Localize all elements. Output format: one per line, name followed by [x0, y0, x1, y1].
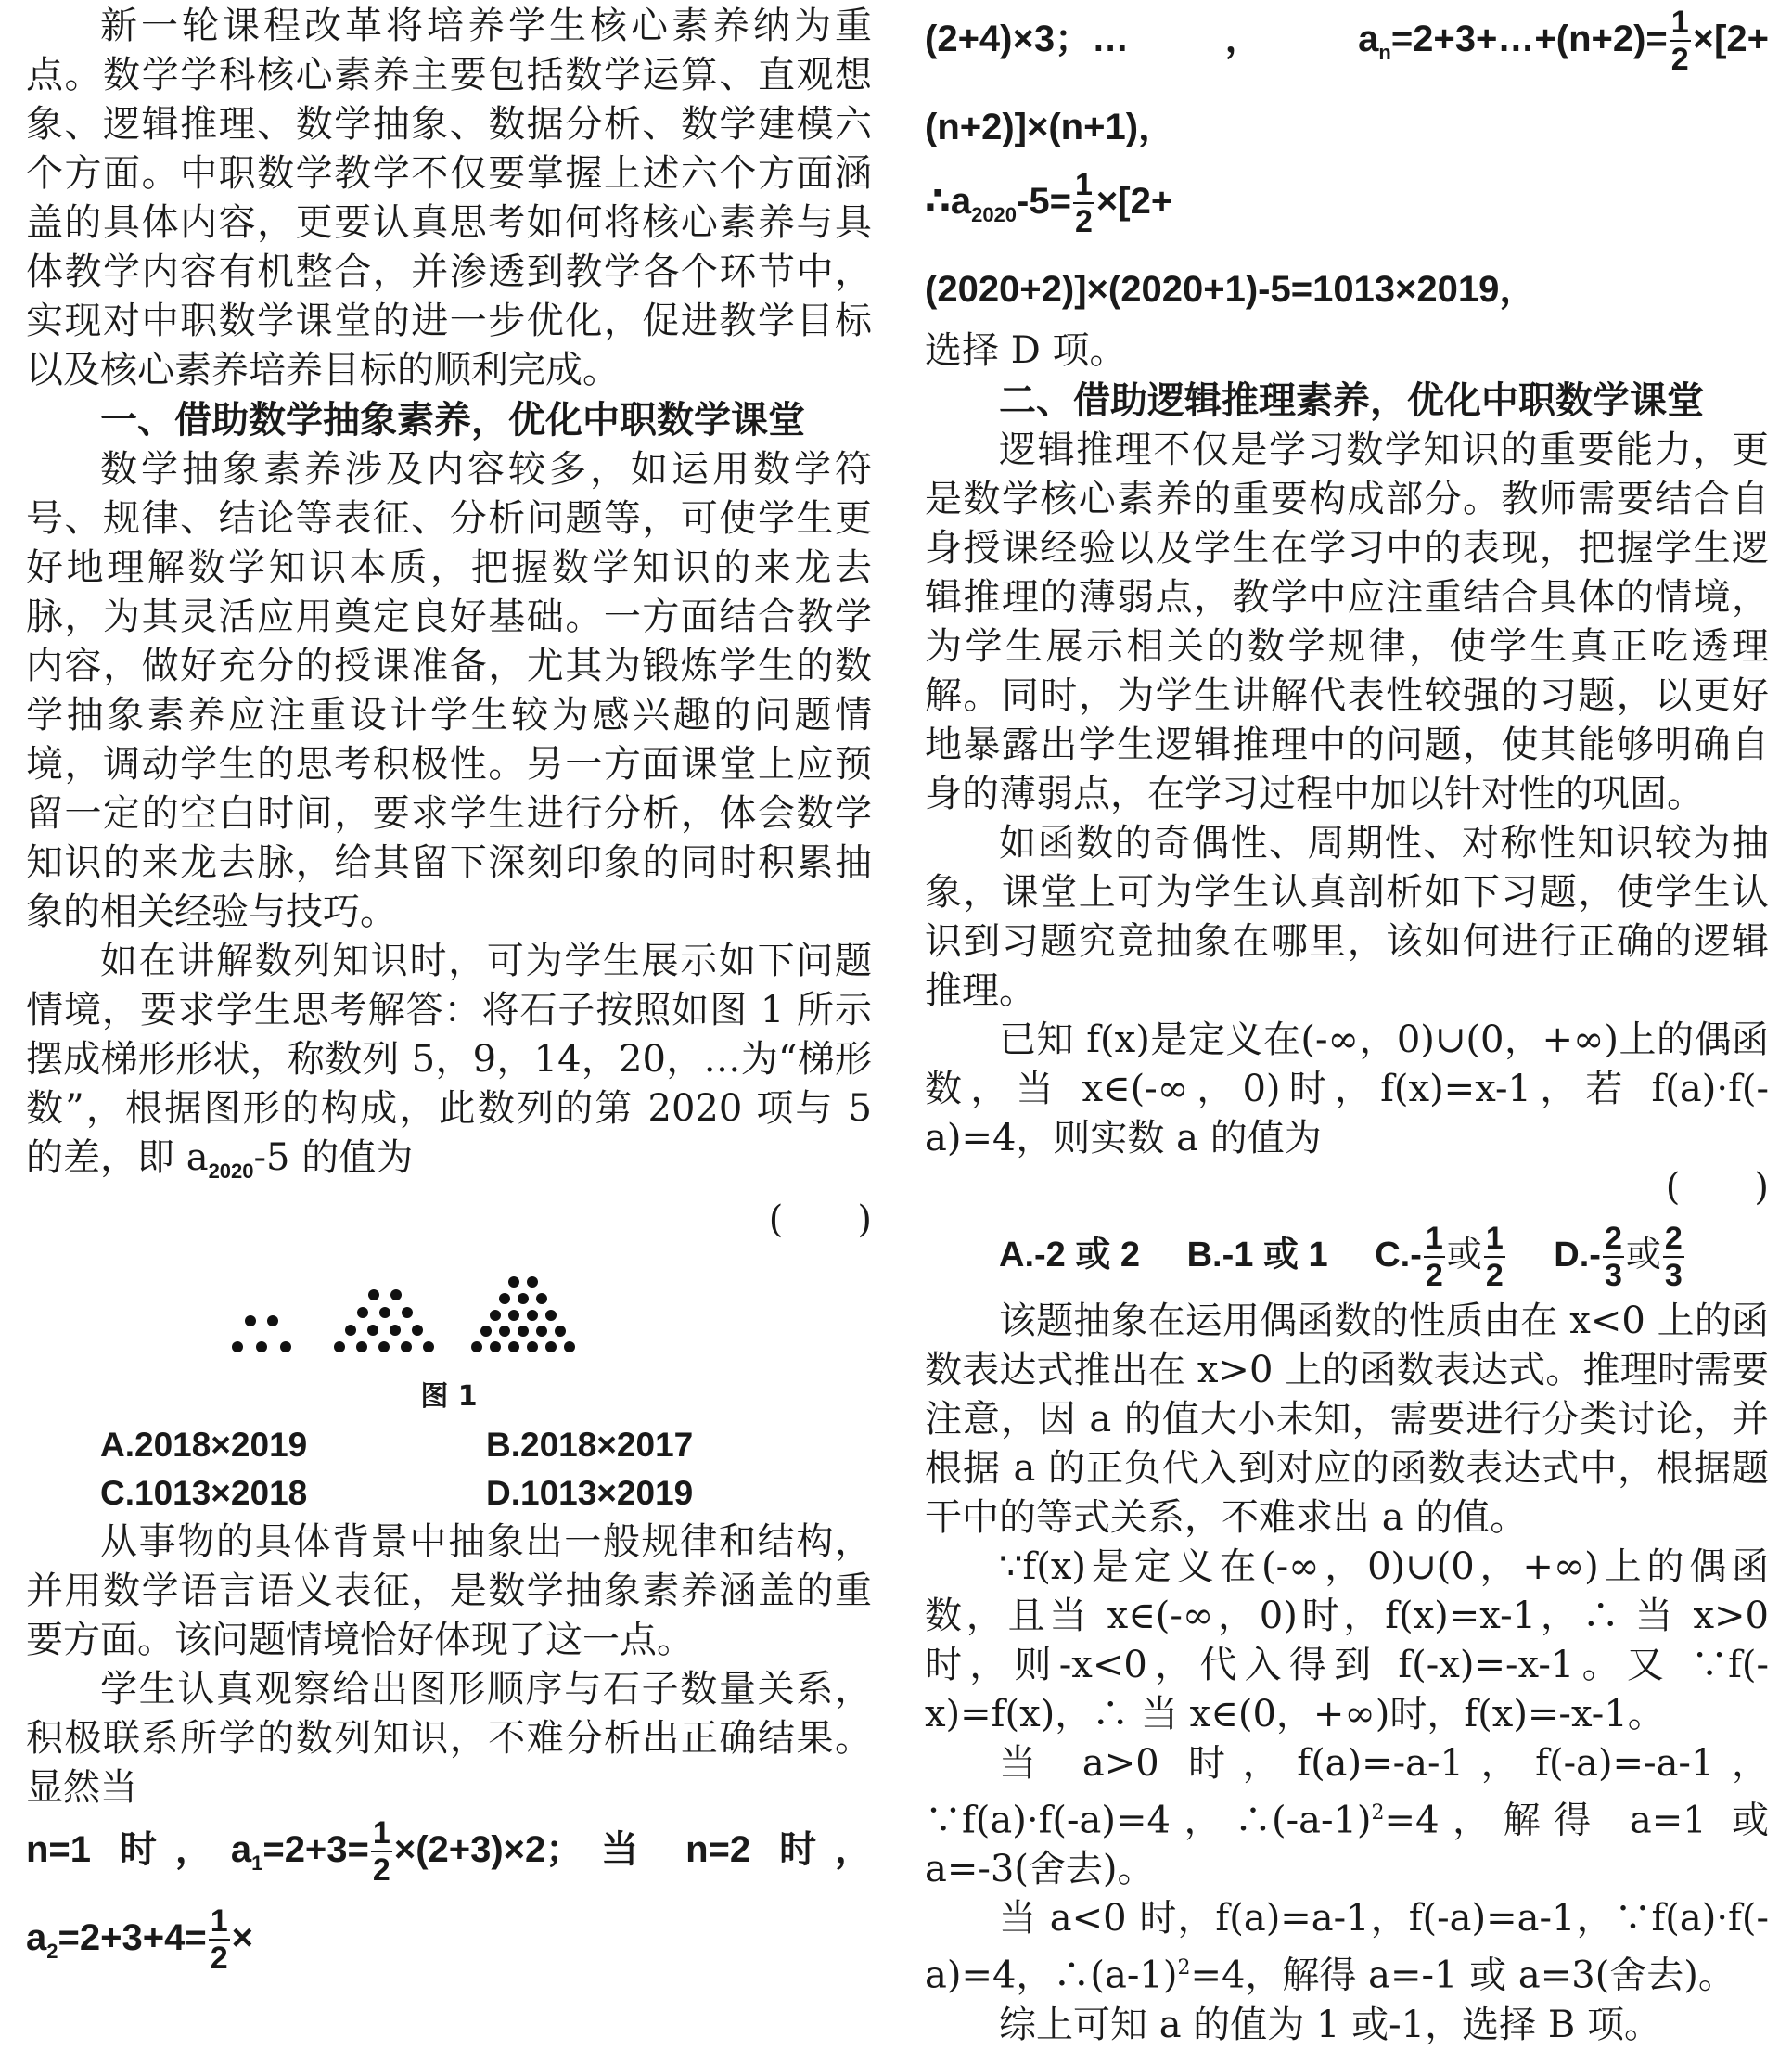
stone-dot — [245, 1315, 256, 1326]
stone-dot — [412, 1325, 423, 1336]
option-d: D.1013×2019 — [486, 1474, 694, 1512]
paragraph-sequence-problem: 如在讲解数列知识时，可为学生展示如下问题情境，要求学生思考解答：将石子按照如图 1 所示摆成梯形形状，称数列 5，9，14，20，…为“梯形数”，根据图形的构成，此数列的第 2020 项与 5 的差，即 $a_{2020}-5$ 的值为 — [26, 940, 872, 1183]
answer-line-d: 选择 D 项。 — [925, 329, 1127, 372]
stone-dot — [518, 1326, 529, 1337]
fraction-half: $\frac{1}{2}$ — [1670, 5, 1689, 78]
fraction-half: $\frac{1}{2}$ — [210, 1903, 228, 1977]
answer-paren: ( ) — [768, 1198, 872, 1241]
option-c: C.1013×2018 — [100, 1474, 308, 1512]
stone-dot — [564, 1341, 575, 1352]
paragraph-logic: 逻辑推理不仅是学习数学知识的重要能力，更是数学核心素养的重要构成部分。教师需要结合自身授课经验以及学生在学习中的表现，把握学生逻辑推理的薄弱点，教学中应注重结合具体的情境，为学生展示相关的数学规律，使学生真正吃透理解。同时，为学生讲解代表性较强的习题，以更好地暴露出学生逻辑推理中的问题，使其能够明确自身的薄弱点，在学习过程中加以针对性的巩固。 — [925, 429, 1769, 815]
paragraph-function-problem: 已知 f(x)是定义在(-∞，0)∪(0，+∞)上的偶函数，当 x∈(-∞，0)时，f(x)=x-1，若 f(a)·f(-a)=4，则实数 a 的值为 — [925, 1019, 1769, 1160]
stone-dot — [232, 1341, 243, 1352]
stone-dot — [267, 1315, 278, 1326]
stone-dot — [527, 1341, 538, 1352]
stone-dot — [368, 1289, 379, 1300]
option-a: A.2018×2019 — [100, 1426, 308, 1464]
stone-dot — [508, 1276, 519, 1288]
stone-dot — [345, 1325, 356, 1336]
paragraph-summary: 从事物的具体背景中抽象出一般规律和结构，并用数学语言语义表征，是数学抽象素养涵盖的重要方面。该问题情境恰好体现了这一点。 — [26, 1520, 872, 1661]
stone-dot — [545, 1341, 557, 1352]
stone-dot — [367, 1325, 378, 1336]
stone-dot — [555, 1326, 566, 1337]
stone-dot — [490, 1341, 501, 1352]
stone-dot — [280, 1341, 291, 1352]
answer-paren-2: ( ) — [1665, 1166, 1769, 1209]
stone-dot — [527, 1310, 538, 1321]
right-column — [925, 2, 1769, 2050]
stone-dot — [480, 1326, 492, 1337]
equation-line-3: $\therefore a_{2020}-5=$ $\frac{1}{2}$ ×[2+(2020+2)]×(2020+1)-5=1013×2019， — [925, 167, 1537, 310]
paragraph-proof: ∵f(x)是定义在(-∞，0)∪(0，+∞)上的偶函数，且当 x∈(-∞，0)时，f(x)=x-1，∴ 当 x>0 时，则-x<0，代入得到 f(-x)=-x-1。又 ∵f(-x)=f(x)，∴ 当 x∈(0，+∞)时，f(x)=-x-1。 — [925, 1545, 1769, 1736]
options-block-2 — [925, 1212, 1769, 1297]
fraction-half: $\frac{1}{2}$ — [1074, 167, 1093, 240]
stone-dot — [390, 1325, 401, 1336]
figure-caption: 图 1 — [420, 1380, 478, 1413]
fraction-half: $\frac{1}{2}$ — [372, 1815, 390, 1889]
stone-dot — [545, 1310, 557, 1321]
option-a-2: A.-2 或 2 — [999, 1236, 1141, 1275]
stone-dot — [379, 1307, 390, 1318]
section-heading-1: 一、借助数学抽象素养，优化中职数学课堂 — [100, 399, 805, 442]
paragraph-function-intro: 如函数的奇偶性、周期性、对称性知识较为抽象，课堂上可为学生认真剖析如下习题，使学生认识到习题究竟抽象在哪里，该如何进行正确的逻辑推理。 — [925, 822, 1769, 1012]
stone-dot — [499, 1326, 510, 1337]
stone-dot — [536, 1293, 547, 1304]
stone-dot — [378, 1341, 390, 1352]
trapezoid-dots-figure — [230, 1245, 582, 1365]
stone-dot — [490, 1310, 501, 1321]
paragraph-abstraction: 数学抽象素养涉及内容较多，如运用数学符号、规律、结论等表征、分析问题等，可使学生更好地理解数学知识本质，把握数学知识的来龙去脉，为其灵活应用奠定良好基础。一方面结合教学内容，做好充分的授课准备，尤其为锻炼学生的数学抽象素养应注重设计学生较为感兴趣的问题情境，调动学生的思考积极性。另一方面课堂上应预留一定的空白时间，要求学生进行分析，体会数学知识的来龙去脉，给其留下深刻印象的同时积累抽象的相关经验与技巧。 — [26, 448, 872, 933]
intro-paragraph: 新一轮课程改革将培养学生核心素养纳为重点。数学学科核心素养主要包括数学运算、直观想象、逻辑推理、数学抽象、数据分析、数学建模六个方面。中职数学教学不仅要掌握上述六个方面涵盖的具体内容，更要认真思考如何将核心素养与具体教学内容有机整合，并渗透到教学各个环节中，实现对中职数学课堂的进一步优化，促进教学目标以及核心素养培养目标的顺利完成。 — [26, 5, 872, 391]
option-d-2: D.- $\frac{2}{3}$ 或 $\frac{2}{3}$ — [1554, 1220, 1683, 1293]
paragraph-even-function: 该题抽象在运用偶函数的性质由在 x<0 上的函数表达式推出在 x>0 上的函数表达式。推理时需要注意，因 a 的值大小未知，需要进行分类讨论，并根据 a 的正负代入到对应的函数表达式中，根据题干中的等式关系，不难求出 a 的值。 — [925, 1300, 1769, 1539]
paragraph-case-positive: 当 a>0 时，f(a)=-a-1，f(-a)=-a-1，∵f(a)·f(-a)=4，$\therefore(-a-1)^2=4$，解得 a=1 或 a=-3(舍去)。 — [925, 1742, 1769, 1891]
stone-dot — [390, 1289, 402, 1300]
paragraph-conclusion: 综上可知 a 的值为 1 或-1，选择 B 项。 — [999, 2003, 1661, 2046]
figure-1 — [26, 1245, 872, 1421]
stone-dot — [357, 1307, 368, 1318]
stone-dot — [334, 1341, 345, 1352]
options-block-1 — [26, 1421, 872, 1518]
equation-line-1: n=1 时，$a_1=2+3=$ $\frac{1}{2}$ ×(2+3)×2；当 n=2 时，$a_2=2+3+4=$ $\frac{1}{2}$ × — [26, 1815, 872, 1977]
stone-dot — [508, 1310, 519, 1321]
stone-dot — [471, 1341, 482, 1352]
option-c-2: C.- $\frac{1}{2}$ 或 $\frac{1}{2}$ — [1375, 1220, 1504, 1293]
stone-dot — [402, 1307, 413, 1318]
stone-dot — [508, 1341, 519, 1352]
option-b: B.2018×2017 — [486, 1426, 694, 1464]
stone-dot — [401, 1341, 412, 1352]
stone-dot — [499, 1293, 510, 1304]
left-column — [26, 2, 872, 1989]
equation-line-2: (2+4)×3；…，$a_n=2+3+\dots+(n+2)=$ $\frac{1}{2}$ ×[2+(n+2)]×(n+1)， — [925, 5, 1769, 147]
paragraph-analysis: 学生认真观察给出图形顺序与石子数量关系，积极联系所学的数列知识，不难分析出正确结果。显然当 — [26, 1668, 872, 1809]
stone-dot — [423, 1341, 434, 1352]
stone-dot — [536, 1326, 547, 1337]
stone-dot — [356, 1341, 367, 1352]
stone-dot — [256, 1341, 267, 1352]
stone-dot — [518, 1293, 529, 1304]
paragraph-case-negative: 当 a<0 时，f(a)=a-1，f(-a)=a-1，∵f(a)·f(-a)=4，$\therefore(a-1)^2=4$，解得 a=-1 或 a=3(舍去)。 — [925, 1897, 1769, 1997]
option-b-2: B.-1 或 1 — [1186, 1236, 1328, 1275]
section-heading-2: 二、借助逻辑推理素养，优化中职数学课堂 — [999, 379, 1704, 422]
stone-dot — [527, 1276, 538, 1288]
